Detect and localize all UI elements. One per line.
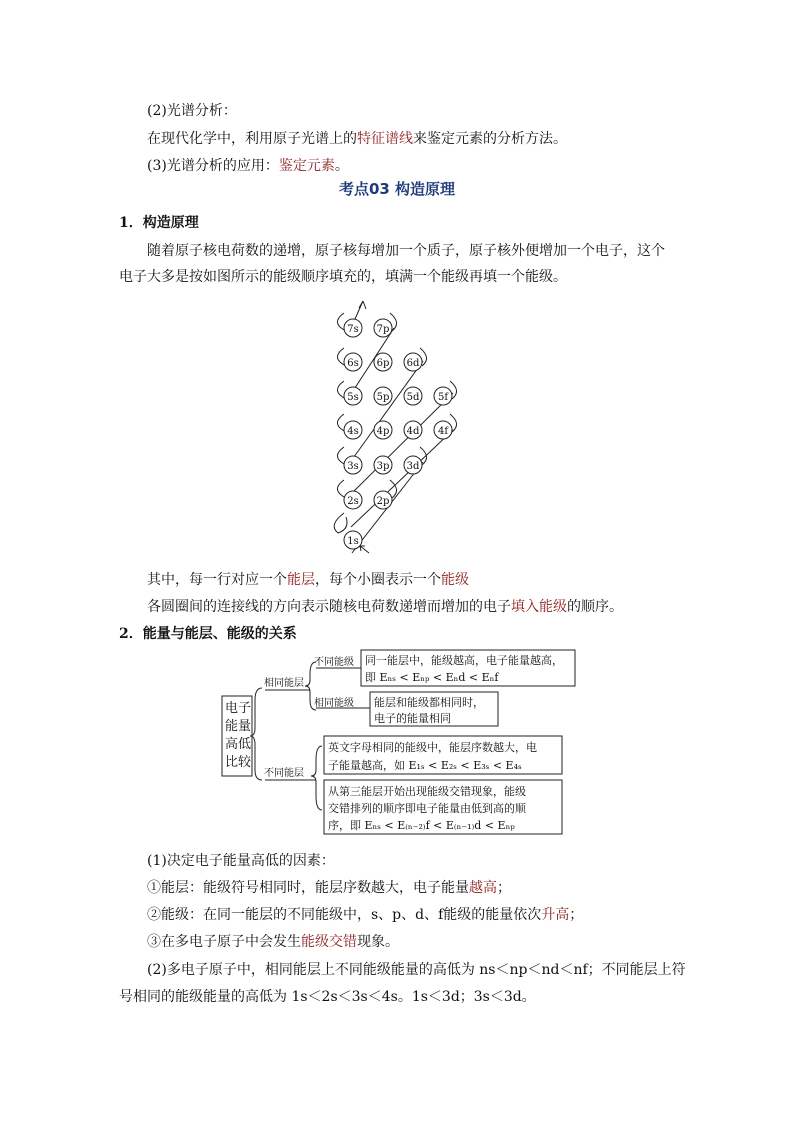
- orbital-5f: 5f: [437, 392, 449, 403]
- text: 其中，每一行对应一个: [147, 572, 287, 588]
- highlight: 能级交错: [301, 934, 357, 950]
- order-line-1: (2)多电子原子中，相同能层上不同能级能量的高低为 ns＜np＜nd＜nf；不同能层上符: [147, 962, 686, 978]
- text: ，每个小圈表示一个: [315, 572, 441, 588]
- spectrum-analysis-definition: [147, 128, 567, 148]
- orbital-6p: 6p: [376, 358, 390, 369]
- orbital-2s: 2s: [347, 496, 359, 507]
- factor-interleave: [147, 931, 399, 951]
- text: (3)光谱分析的应用：: [147, 158, 279, 174]
- root-label: 电子: [225, 701, 252, 716]
- orbital-7p: 7p: [376, 324, 390, 335]
- text: ①能层：能级符号相同时，能层序数越大，电子能量: [147, 880, 469, 896]
- factor-layer: [147, 877, 511, 897]
- spectrum-application: [147, 155, 349, 175]
- text: ③在多电子原子中会发生: [147, 934, 301, 950]
- box2-line: 电子的能量相同: [374, 712, 451, 725]
- paragraph-line: 随着原子核电荷数的递增，原子核每增加一个质子，原子核外便增加一个电子，这个: [147, 243, 665, 259]
- note-line-2: [147, 596, 623, 616]
- highlight: 能级: [441, 572, 469, 588]
- order-line-2: 号相同的能级能量的高低为 1s＜2s＜3s＜4s。1s＜3d；3s＜3d。: [119, 989, 536, 1005]
- box4-line: 交错排列的顺序即电子能量由低到高的顺: [328, 802, 526, 815]
- orbital-3d: 3d: [406, 461, 420, 472]
- orbital-1s: 1s: [347, 536, 359, 547]
- branch-same-level: 相同能级: [314, 698, 354, 709]
- branch-diff-layer: 不同能层: [264, 768, 304, 779]
- text: 。: [334, 158, 349, 174]
- text: ；: [569, 907, 584, 923]
- highlight: 能层: [287, 572, 315, 588]
- box4-line: 从第三能层开始出现能级交错现象，能级: [328, 785, 526, 798]
- heading-aufbau: 1．构造原理: [119, 215, 199, 231]
- box1-line: 同一能层中，能级越高，电子能量越高，: [365, 654, 563, 667]
- energy-comparison-tree: [0, 640, 794, 840]
- orbital-4p: 4p: [376, 426, 390, 437]
- paragraph-line: 电子大多是按如图所示的能级顺序填充的，填满一个能级再填一个能级。: [119, 269, 567, 285]
- box3-line: 英文字母相同的能级中，能层序数越大，电: [328, 741, 537, 754]
- box4-line: 序，即 Eₙₛ < E₍ₙ₋₂₎f < E₍ₙ₋₁₎d < Eₙₚ: [328, 819, 515, 832]
- root-label: 能量: [225, 719, 252, 734]
- orbital-6s: 6s: [347, 358, 359, 369]
- orbital-2p: 2p: [376, 496, 390, 507]
- factors-heading: (1)决定电子能量高低的因素：: [147, 853, 335, 869]
- orbital-4s: 4s: [347, 426, 359, 437]
- box2-line: 能层和能级都相同时，: [374, 696, 484, 709]
- root-label: 比较: [225, 755, 252, 770]
- factor-level: [147, 904, 583, 924]
- orbital-5s: 5s: [347, 392, 359, 403]
- branch-same-layer: 相同能层: [264, 678, 304, 689]
- highlight: 越高: [469, 880, 497, 896]
- branch-diff-level: 不同能级: [314, 657, 354, 668]
- note-line-1: [147, 569, 469, 589]
- orbital-6d: 6d: [406, 358, 420, 369]
- text: ；: [497, 880, 511, 896]
- orbital-4f: 4f: [437, 426, 449, 437]
- orbital-4d: 4d: [406, 426, 420, 437]
- spectrum-analysis-label: (2)光谱分析：: [147, 103, 237, 119]
- text: ②能级：在同一能层的不同能级中，s、p、d、f能级的能量依次: [147, 907, 542, 923]
- orbital-7s: 7s: [347, 324, 359, 335]
- heading-energy-relation: 2．能量与能层、能级的关系: [119, 626, 297, 642]
- box1-line: 即 Eₙₛ < Eₙₚ < Eₙd < Eₙf: [365, 671, 499, 684]
- text: 的顺序。: [567, 599, 623, 615]
- orbital-5p: 5p: [376, 392, 390, 403]
- aufbau-diagram: [0, 293, 794, 563]
- section-title: 考点03 构造原理: [338, 180, 456, 198]
- text: 在现代化学中，利用原子光谱上的: [147, 131, 357, 147]
- highlight: 鉴定元素: [278, 158, 335, 174]
- orbital-3p: 3p: [376, 461, 390, 472]
- text: 来鉴定元素的分析方法。: [413, 131, 567, 147]
- orbital-3s: 3s: [347, 461, 359, 472]
- text: 各圆圈间的连接线的方向表示随核电荷数递增而增加的电子: [147, 599, 511, 615]
- highlight: 特征谱线: [357, 131, 413, 147]
- orbital-5d: 5d: [406, 392, 420, 403]
- root-label: 高低: [225, 737, 252, 752]
- highlight: 升高: [541, 907, 570, 923]
- highlight: 填入能级: [511, 599, 567, 615]
- box3-line: 子能量越高，如 E₁ₛ < E₂ₛ < E₃ₛ < E₄ₛ: [328, 759, 522, 772]
- text: 现象。: [357, 934, 399, 950]
